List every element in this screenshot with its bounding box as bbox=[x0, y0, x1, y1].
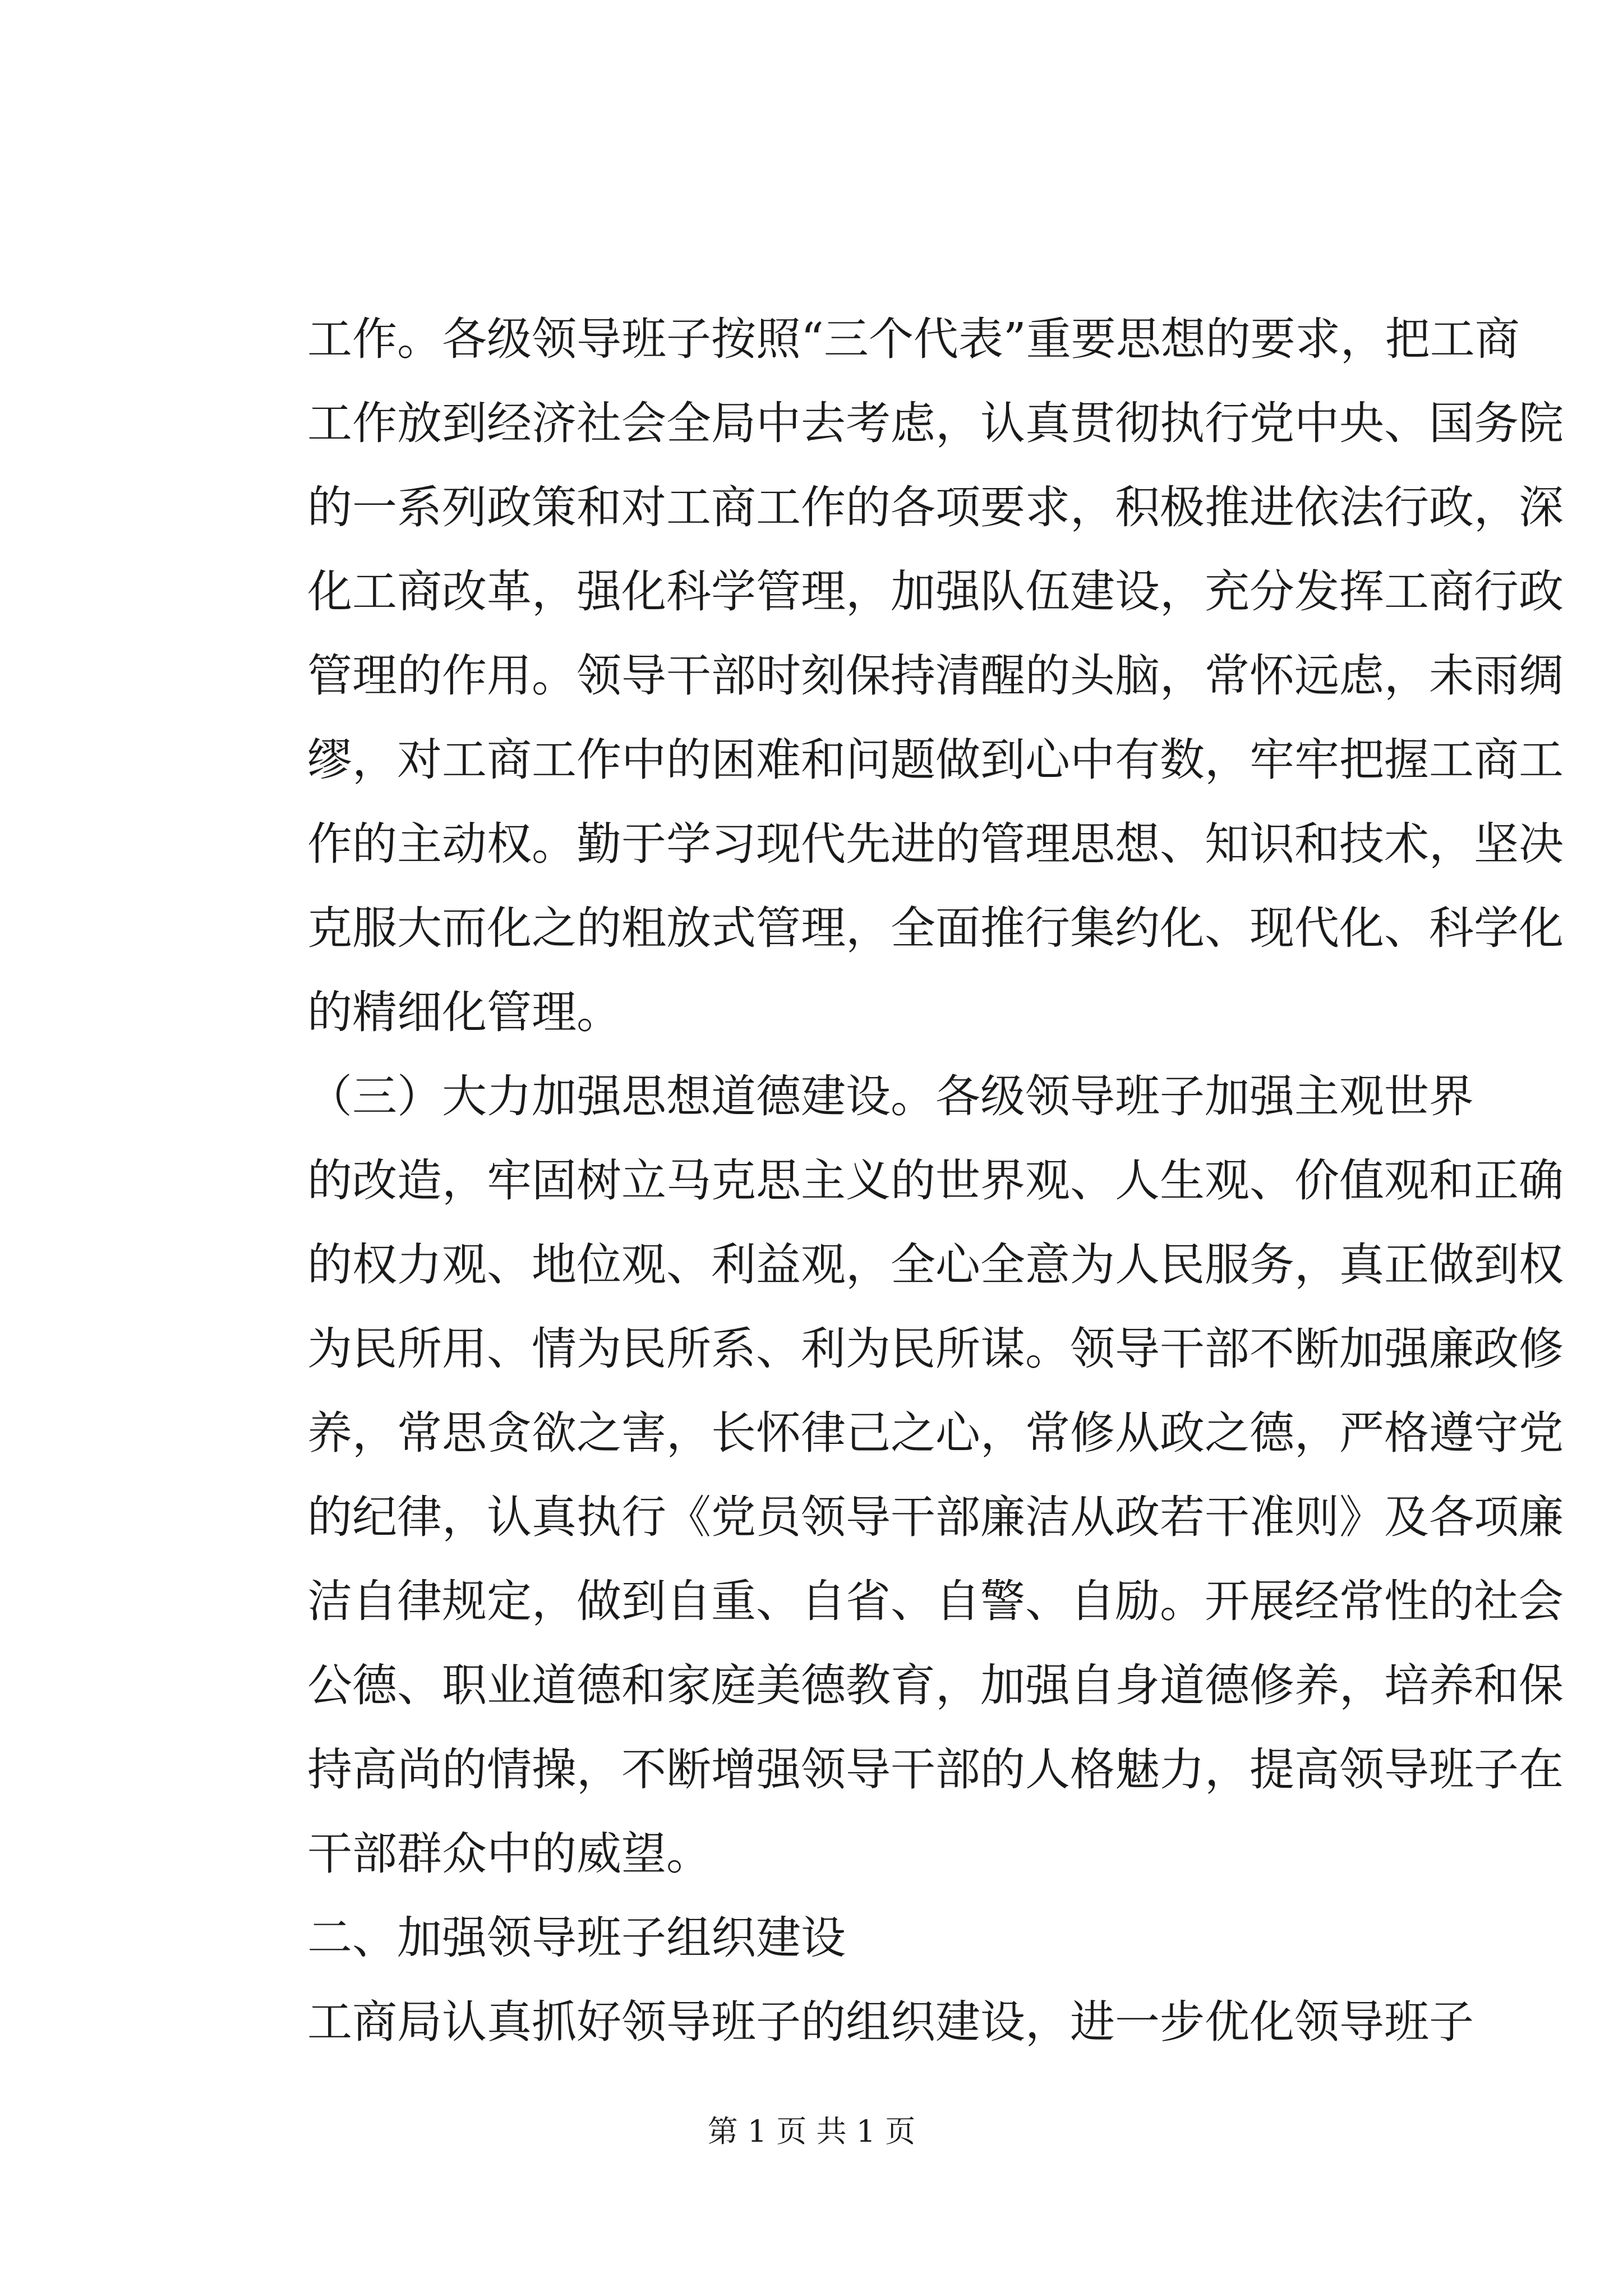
text-line: 的精细化管理。 bbox=[307, 986, 621, 1038]
text-line: （三）大力加强思想道德建设。各级领导班子加强主观世界 bbox=[307, 1070, 1474, 1122]
text-line: 洁自律规定，做到自重、自省、自警、自励。开展经常性的社会 bbox=[307, 1575, 1564, 1627]
text-line: 公德、职业道德和家庭美德教育，加强自身道德修养，培养和保 bbox=[307, 1659, 1564, 1711]
text-line: 的一系列政策和对工商工作的各项要求，积极推进依法行政，深 bbox=[307, 481, 1564, 533]
text-line: 工商局认真抓好领导班子的组织建设，进一步优化领导班子 bbox=[307, 1996, 1474, 2048]
text-line: 的权力观、地位观、利益观，全心全意为人民服务，真正做到权 bbox=[307, 1239, 1564, 1291]
heading-text: 二、加强领导班子组织建设 bbox=[307, 1912, 846, 1964]
text-line: 克服大而化之的粗放式管理，全面推行集约化、现代化、科学化 bbox=[307, 902, 1564, 954]
text-line: 工作。各级领导班子按照“三个代表”重要思想的要求，把工商 bbox=[307, 313, 1520, 365]
text-line: 持高尚的情操，不断增强领导干部的人格魅力，提高领导班子在 bbox=[307, 1743, 1564, 1796]
text-line: 为民所用、情为民所系、利为民所谋。领导干部不断加强廉政修 bbox=[307, 1323, 1564, 1375]
text-line: 缪，对工商工作中的困难和问题做到心中有数，牢牢把握工商工 bbox=[307, 734, 1564, 786]
text-line: 的改造，牢固树立马克思主义的世界观、人生观、价值观和正确 bbox=[307, 1154, 1564, 1207]
text-line: 管理的作用。领导干部时刻保持清醒的头脑，常怀远虑，未雨绸 bbox=[307, 650, 1564, 702]
text-line: 化工商改革，强化科学管理，加强队伍建设，充分发挥工商行政 bbox=[307, 565, 1564, 618]
page-footer: 第 1 页 共 1 页 bbox=[707, 2114, 916, 2149]
text-line: 的纪律，认真执行《党员领导干部廉洁从政若干准则》及各项廉 bbox=[307, 1491, 1564, 1543]
text-line: 干部群众中的威望。 bbox=[307, 1828, 711, 1880]
text-line: 养，常思贪欲之害，长怀律己之心，常修从政之德，严格遵守党 bbox=[307, 1407, 1564, 1459]
text-line: 作的主动权。勤于学习现代先进的管理思想、知识和技术，坚决 bbox=[307, 818, 1564, 870]
text-line: 工作放到经济社会全局中去考虑，认真贯彻执行党中央、国务院 bbox=[307, 397, 1564, 449]
